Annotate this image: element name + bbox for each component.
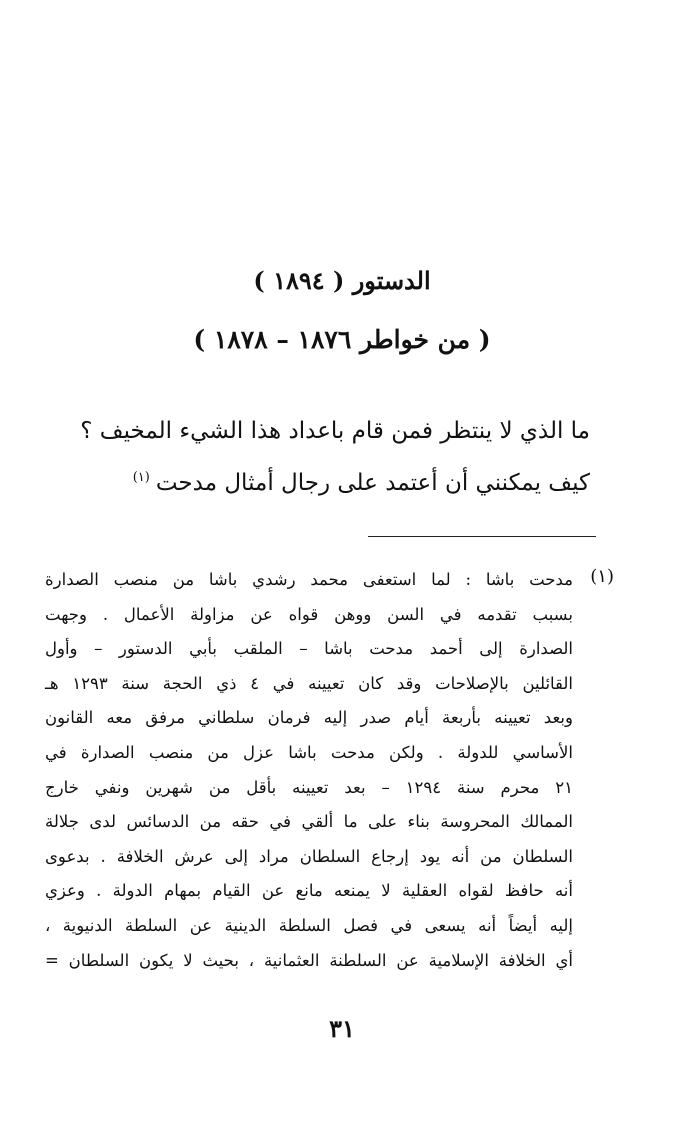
footnote-line: وبعد تعيينه بأربعة أيام صدر إليه فرمان سلطاني مرفق معه القانون — [45, 708, 573, 728]
chapter-title: الدستور ( ١٨٩٤ ) — [253, 266, 431, 295]
footnote-line: الأساسي للدولة . ولكن مدحت باشا عزل من منصب الصدارة في — [45, 742, 573, 762]
footnote-line: الممالك المحروسة بناء على ما ألقي في حقه من الدسائس لدى جلالة — [45, 812, 573, 832]
chapter-subtitle: ( من خواطر ١٨٧٦ – ١٨٧٨ ) — [193, 325, 491, 354]
footnote-marker: (١) — [590, 566, 614, 587]
footnote-line: بسبب تقدمه في السن ووهن قواه عن مزاولة الأعمال . وجهت — [45, 604, 573, 624]
footnote-separator — [368, 536, 596, 537]
verse-line-2-text: كيف يمكنني أن أعتمد على رجال أمثال مدحت — [155, 470, 590, 496]
footnote-line: القائلين بالإصلاحات وقد كان تعيينه في ٤ ذي الحجة سنة ١٢٩٣ هـ — [45, 673, 574, 693]
footnote-line: ٢١ محرم سنة ١٢٩٤ – بعد تعيينه بأقل من شهرين ونفي خارج — [45, 777, 573, 797]
footnote-line: إليه أيضاً أنه يسعى في فصل السلطة الدينية عن السلطة الدنيوية ، — [45, 915, 573, 935]
footnote-body — [45, 563, 573, 978]
footnote-line: مدحت باشا : لما استعفى محمد رشدي باشا من منصب الصدارة — [45, 570, 573, 589]
footnote-line: أنه حافظ لقواه العقلية لا يمنعه مانع عن القيام بمهام الدولة . وعزي — [45, 881, 573, 901]
footnote-line: السلطان من أنه يود إرجاع السلطان مراد إلى عرش الخلافة . بدعوى — [45, 846, 573, 866]
page-number: ٣١ — [329, 1014, 355, 1043]
verse-line-1 — [60, 418, 590, 444]
footnote-line: الصدارة إلى أحمد مدحت باشا – الملقب بأبي الدستور – وأول — [45, 639, 573, 659]
footnote-reference: (١) — [132, 470, 150, 486]
verse-line-2 — [60, 470, 590, 496]
verse-line-1-text: ما الذي لا ينتظر فمن قام باعداد هذا الشيء المخيف ؟ — [80, 418, 590, 444]
footnote-line: أي الخلافة الإسلامية عن السلطنة العثمانية ، بحيث لا يكون السلطان = — [45, 950, 573, 970]
